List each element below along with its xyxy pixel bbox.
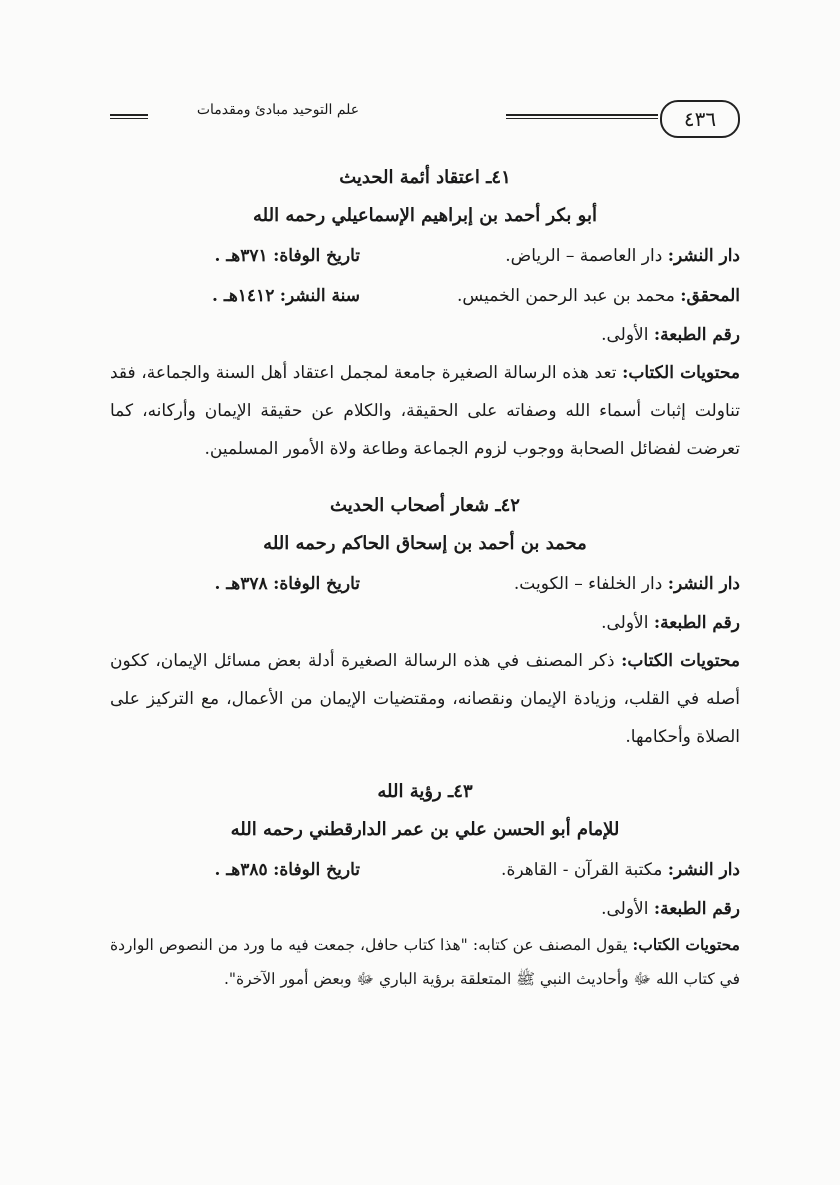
entry-author: للإمام أبو الحسن علي بن عمر الدارقطني رحمه الله [230, 819, 620, 840]
edition-value: الأولى. [601, 613, 649, 633]
book-entry-43 [110, 774, 740, 996]
death-value: ٣٨٥هـ . [214, 860, 268, 880]
contents-paragraph [110, 928, 740, 996]
publisher-label: دار النشر: [667, 246, 740, 266]
edition-value: الأولى. [601, 899, 649, 919]
contents-text: يقول المصنف عن كتابه: "هذا كتاب حافل، جمعت فيه ما ورد من النصوص الواردة في كتاب الله ﷻ وأحاديث النبي ﷺ المتعلقة برؤية الباري ﷻ وبعض أمور الآخرة". [110, 936, 740, 988]
page-number: ٤٣٦ [660, 100, 740, 138]
death-value: ٣٧١هـ . [214, 246, 268, 266]
page-header [110, 100, 740, 140]
book-entry-41 [110, 160, 740, 468]
edition-value: الأولى. [601, 325, 649, 345]
death-value: ٣٧٨هـ . [214, 574, 268, 594]
entry-author: أبو بكر أحمد بن إبراهيم الإسماعيلي رحمه الله [253, 205, 597, 226]
contents-label: محتويات الكتاب: [621, 651, 740, 671]
edition-label: رقم الطبعة: [653, 899, 740, 919]
pubyear-label: سنة النشر: [279, 286, 360, 306]
publisher-value: دار الخلفاء – الكويت. [513, 574, 663, 594]
header-rule-right [506, 114, 658, 119]
page-content [110, 160, 740, 996]
publisher-label: دار النشر: [667, 574, 740, 594]
death-label: تاريخ الوفاة: [273, 246, 360, 266]
edition-label: رقم الطبعة: [653, 325, 740, 345]
contents-paragraph [110, 354, 740, 468]
entry-author: محمد بن أحمد بن إسحاق الحاكم رحمه الله [263, 533, 587, 554]
contents-label: محتويات الكتاب: [632, 935, 740, 954]
publisher-row [110, 850, 740, 890]
edition-row [110, 890, 740, 928]
running-title: علم التوحيد مبادئ ومقدمات [196, 102, 360, 118]
publisher-row [110, 564, 740, 604]
editor-label: المحقق: [680, 286, 740, 306]
entry-title: ٤١ـ اعتقاد أئمة الحديث [339, 167, 511, 188]
edition-row [110, 316, 740, 354]
death-label: تاريخ الوفاة: [273, 574, 360, 594]
contents-text: تعد هذه الرسالة الصغيرة جامعة لمجمل اعتقاد أهل السنة والجماعة، فقد تناولت إثبات أسماء الله وصفاته على الحقيقة، والكلام عن حقيقة الإيمان وأركانه، كما تعرضت لفضائل الصحابة ووجوب لزوم الجماعة وطاعة ولاة الأمور المسلمين. [110, 363, 740, 459]
editor-value: محمد بن عبد الرحمن الخميس. [457, 286, 675, 306]
header-rule-left [110, 114, 148, 119]
contents-text: ذكر المصنف في هذه الرسالة الصغيرة أدلة بعض مسائل الإيمان، ككون أصله في القلب، وزيادة الإيمان ونقصانه، ومقتضيات الإيمان من الأعمال، مع التركيز على الصلاة وأحكامها. [110, 651, 740, 747]
contents-label: محتويات الكتاب: [622, 363, 740, 383]
entry-title: ٤٣ـ رؤية الله [377, 781, 473, 802]
book-entry-42 [110, 488, 740, 756]
pubyear-value: ١٤١٢هـ . [212, 286, 275, 306]
edition-row [110, 604, 740, 642]
publisher-value: مكتبة القرآن - القاهرة. [501, 860, 663, 880]
publisher-value: دار العاصمة – الرياض. [505, 246, 663, 266]
editor-row [110, 276, 740, 316]
death-label: تاريخ الوفاة: [273, 860, 360, 880]
publisher-row [110, 236, 740, 276]
edition-label: رقم الطبعة: [653, 613, 740, 633]
contents-paragraph [110, 642, 740, 756]
publisher-label: دار النشر: [667, 860, 740, 880]
entry-title: ٤٢ـ شعار أصحاب الحديث [330, 495, 520, 516]
